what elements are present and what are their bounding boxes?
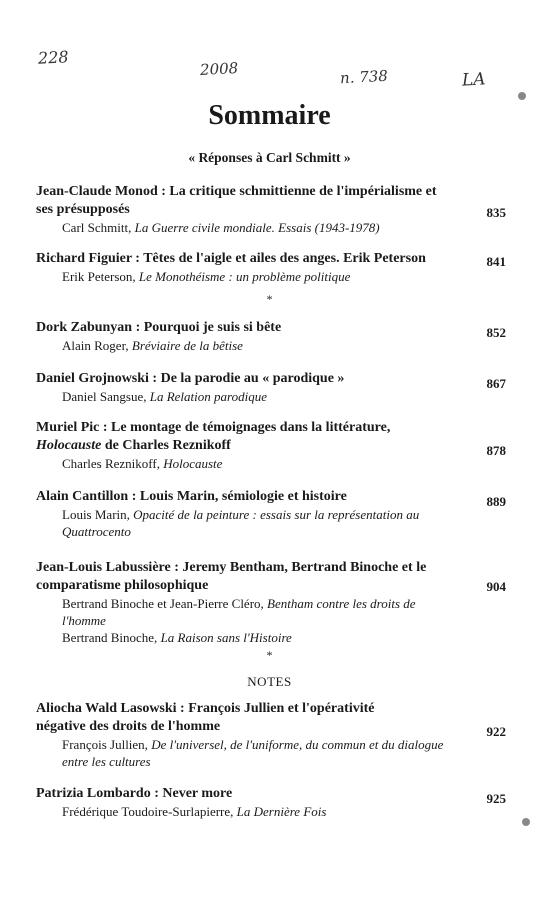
entry-reference bbox=[36, 268, 456, 285]
toc-entry bbox=[36, 488, 506, 540]
entry-reference bbox=[36, 388, 456, 405]
page-number: 925 bbox=[486, 791, 506, 806]
page-number: 878 bbox=[486, 443, 506, 458]
toc-entry bbox=[36, 319, 506, 354]
ref-work: La Dernière Fois bbox=[236, 804, 327, 819]
handwritten-issue: n. 738 bbox=[339, 66, 389, 88]
page-number: 835 bbox=[486, 205, 506, 220]
entry-reference bbox=[36, 736, 456, 770]
page-number: 922 bbox=[486, 724, 506, 739]
scan-mark bbox=[518, 92, 526, 100]
separator: * bbox=[266, 292, 273, 306]
entry-title: Jean-Louis Labussière : Jeremy Bentham, Bertrand Binoche et le comparatisme philosophique bbox=[36, 560, 427, 593]
ref-author: Frédérique Toudoire-Surlapierre, bbox=[62, 804, 237, 819]
ref-work: La Guerre civile mondiale. Essais (1943-1978) bbox=[134, 220, 380, 235]
entry-reference bbox=[36, 629, 456, 646]
entry-title: Muriel Pic : Le montage de témoignages dans la littérature, Holocauste de Charles Reznikoff bbox=[36, 420, 391, 453]
ref-work: Opacité de la peinture : essais sur la représentation au Quattrocento bbox=[62, 507, 420, 539]
ref-author: Louis Marin, bbox=[62, 507, 134, 522]
entry-title: Dork Zabunyan : Pourquoi je suis si bête bbox=[36, 320, 282, 335]
entry-title: Richard Figuier : Têtes de l'aigle et ailes des anges. Erik Peterson bbox=[36, 251, 426, 266]
section-subtitle: « Réponses à Carl Schmitt » bbox=[188, 150, 351, 165]
entry-reference bbox=[36, 595, 456, 629]
entry-reference bbox=[36, 219, 456, 236]
entry-reference bbox=[36, 337, 456, 354]
toc-entry bbox=[36, 700, 506, 770]
ref-work: La Relation parodique bbox=[149, 389, 267, 404]
page-title: Sommaire bbox=[208, 100, 331, 131]
ref-work: Bentham contre les droits de l'homme bbox=[62, 596, 416, 628]
entry-reference bbox=[36, 455, 456, 472]
title-work: Holocauste bbox=[36, 438, 102, 453]
ref-author: Alain Roger, bbox=[62, 338, 132, 353]
page-number: 889 bbox=[486, 494, 506, 509]
ref-author: Carl Schmitt, bbox=[62, 220, 135, 235]
toc-entry bbox=[36, 559, 506, 646]
handwritten-year: 2008 bbox=[199, 59, 239, 79]
page-number: 841 bbox=[486, 254, 506, 269]
ref-author: Charles Reznikoff, bbox=[62, 456, 164, 471]
ref-author: Bertrand Binoche, bbox=[62, 630, 161, 645]
entry-reference bbox=[36, 803, 456, 820]
ref-author: Erik Peterson, bbox=[62, 269, 139, 284]
page-number: 867 bbox=[486, 376, 506, 391]
toc-entry bbox=[36, 183, 506, 236]
ref-work: Le Monothéisme : un problème politique bbox=[138, 269, 351, 284]
entry-reference bbox=[36, 506, 456, 540]
page-number: 852 bbox=[486, 325, 506, 340]
ref-work: De l'universel, de l'uniforme, du commun et du dialogue entre les cultures bbox=[62, 737, 444, 769]
toc-entry bbox=[36, 785, 506, 820]
ref-work: La Raison sans l'Histoire bbox=[160, 630, 292, 645]
toc-entry bbox=[36, 419, 506, 472]
entry-title: Daniel Grojnowski : De la parodie au « parodique » bbox=[36, 371, 345, 386]
entry-title: Jean-Claude Monod : La critique schmittienne de l'impérialisme et ses présupposés bbox=[36, 184, 437, 217]
toc-entry bbox=[36, 370, 506, 405]
ref-author: François Jullien, bbox=[62, 737, 152, 752]
entry-title: Patrizia Lombardo : Never more bbox=[36, 786, 233, 801]
entry-title: Aliocha Wald Lasowski : François Jullien et l'opérativité négative des droits de l'homme bbox=[36, 701, 375, 734]
scan-mark bbox=[522, 818, 530, 826]
notes-heading: NOTES bbox=[247, 674, 292, 689]
page-number: 904 bbox=[486, 579, 506, 594]
ref-work: Bréviaire de la bêtise bbox=[131, 338, 243, 353]
ref-author: Daniel Sangsue, bbox=[62, 389, 150, 404]
separator: * bbox=[266, 648, 273, 662]
ref-work: Holocauste bbox=[163, 456, 223, 471]
entry-title: Alain Cantillon : Louis Marin, sémiologie et histoire bbox=[36, 489, 347, 504]
handwritten-initials: LA bbox=[461, 69, 487, 91]
toc-entry bbox=[36, 250, 506, 285]
ref-author: Bertrand Binoche et Jean-Pierre Cléro, bbox=[62, 596, 268, 611]
handwritten-number: 228 bbox=[37, 47, 70, 68]
